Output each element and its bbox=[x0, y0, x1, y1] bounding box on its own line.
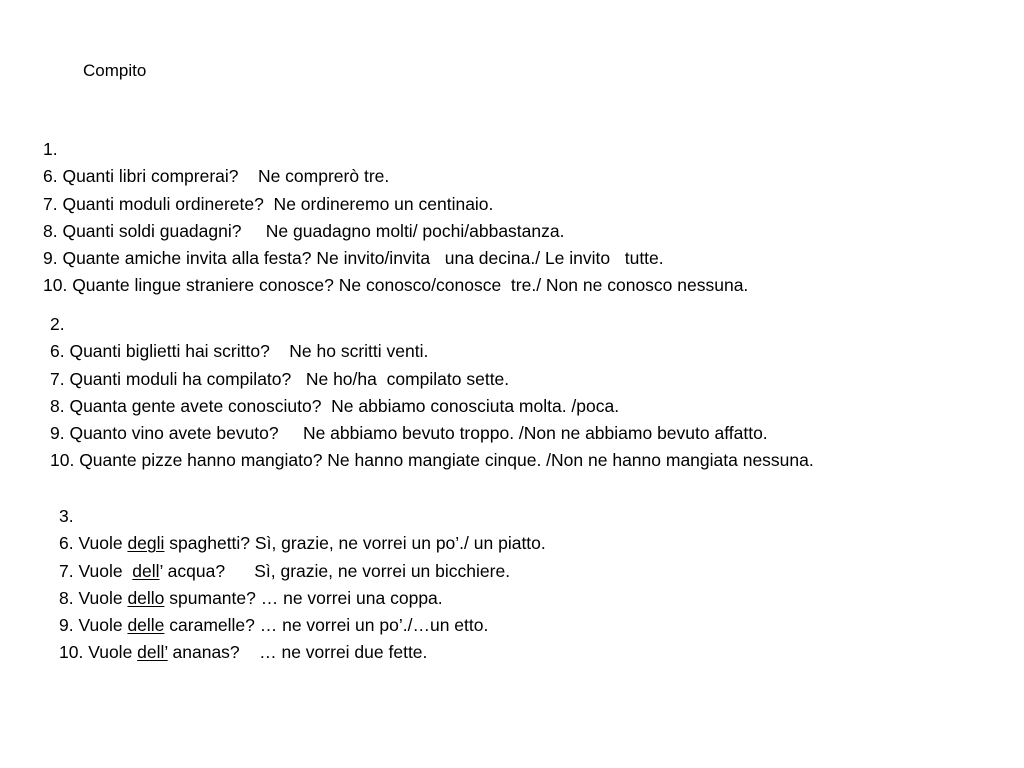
exercise-line: 7. Quanti moduli ordinerete? Ne ordineremo un centinaio. bbox=[43, 193, 494, 214]
line-prefix: 7. Vuole bbox=[59, 560, 133, 581]
exercise-line bbox=[59, 558, 546, 585]
exercise-line bbox=[59, 530, 546, 557]
line-suffix: caramelle? … ne vorrei un po’./…un etto. bbox=[164, 615, 489, 636]
section-heading: 2. bbox=[50, 314, 65, 334]
exercise-line: 10. Quante lingue straniere conosce? Ne conosco/conosce tre./ Non ne conosco nessuna. bbox=[43, 275, 749, 296]
section-heading: 3. bbox=[59, 506, 74, 526]
exercise-line: 6. Quanti libri comprerai? Ne comprerò tre. bbox=[43, 166, 390, 187]
exercise-line: 9. Quanto vino avete bevuto? Ne abbiamo bevuto troppo. /Non ne abbiamo bevuto affatto. bbox=[50, 423, 768, 444]
exercise-line bbox=[59, 612, 546, 639]
line-suffix: spaghetti? Sì, grazie, ne vorrei un po’./ un piatto. bbox=[164, 533, 546, 554]
line-prefix: 10. Vuole bbox=[59, 642, 138, 663]
section-heading: 1. bbox=[43, 139, 58, 159]
line-prefix: 6. Vuole bbox=[59, 533, 128, 554]
exercise-section-1 bbox=[43, 136, 748, 300]
exercise-line: 9. Quante amiche invita alla festa? Ne invito/invita una decina./ Le invito tutte. bbox=[43, 248, 664, 269]
underlined-partitive: dello bbox=[127, 587, 165, 608]
exercise-section-3 bbox=[59, 503, 546, 667]
page-title: Compito bbox=[83, 61, 147, 80]
exercise-line bbox=[59, 585, 546, 612]
exercise-line: 8. Quanti soldi guadagni? Ne guadagno molti/ pochi/abbastanza. bbox=[43, 220, 565, 241]
line-prefix: 8. Vuole bbox=[59, 587, 128, 608]
underlined-partitive: dell’ bbox=[137, 642, 168, 663]
exercise-line: 7. Quanti moduli ha compilato? Ne ho/ha compilato sette. bbox=[50, 368, 510, 389]
exercise-line: 6. Quanti biglietti hai scritto? Ne ho scritti venti. bbox=[50, 341, 429, 362]
exercise-line: 8. Quanta gente avete conosciuto? Ne abbiamo conosciuta molta. /poca. bbox=[50, 395, 620, 416]
exercise-line bbox=[59, 639, 546, 666]
exercise-section-2 bbox=[50, 311, 814, 475]
exercise-line: 10. Quante pizze hanno mangiato? Ne hanno mangiate cinque. /Non ne hanno mangiata nessuna. bbox=[50, 450, 814, 471]
underlined-partitive: delle bbox=[127, 615, 165, 636]
underlined-partitive: dell bbox=[132, 560, 160, 581]
underlined-partitive: degli bbox=[127, 533, 165, 554]
line-prefix: 9. Vuole bbox=[59, 615, 128, 636]
line-suffix: spumante? … ne vorrei una coppa. bbox=[164, 587, 443, 608]
line-suffix: ’ acqua? Sì, grazie, ne vorrei un bicchiere. bbox=[159, 560, 511, 581]
line-suffix: ananas? … ne vorrei due fette. bbox=[167, 642, 428, 663]
